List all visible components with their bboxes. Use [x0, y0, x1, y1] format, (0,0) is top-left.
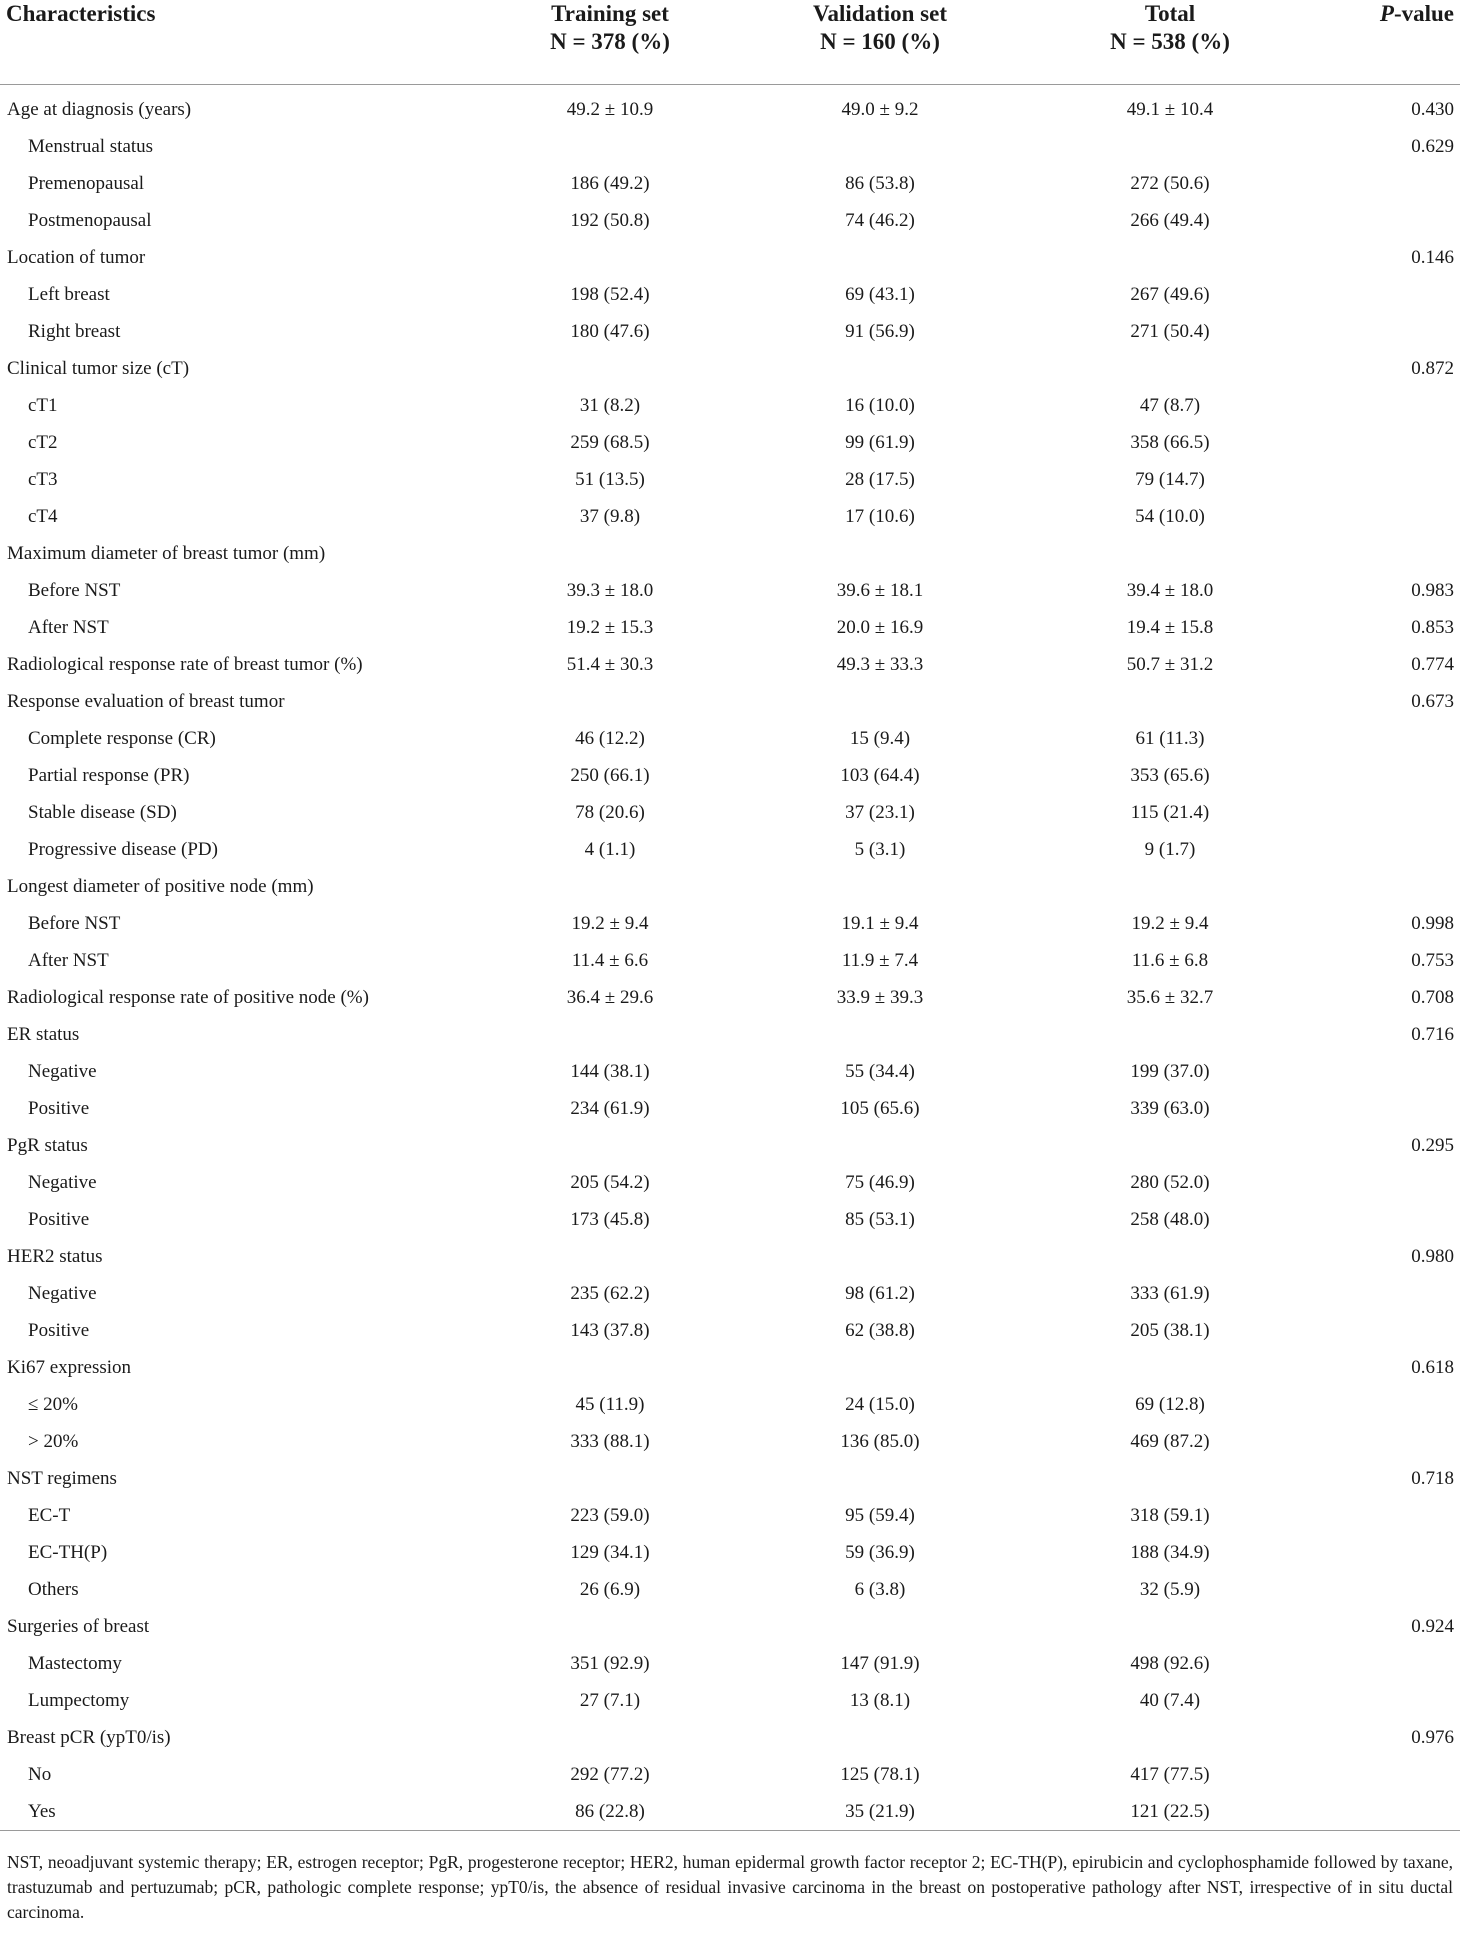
row-label: Ki67 expression — [7, 1357, 132, 1378]
cell-training — [490, 350, 730, 387]
header-validation-n: N = 160 (%) — [820, 29, 940, 54]
row-label: Right breast — [28, 321, 121, 342]
cell-validation: 85 (53.1) — [845, 1209, 915, 1230]
row-label: Before NST — [28, 580, 121, 601]
cell-p-value — [1310, 276, 1460, 313]
table-row — [0, 609, 1460, 646]
cell-p-value — [1310, 1164, 1460, 1201]
row-label: After NST — [28, 617, 109, 638]
cell-total: 271 (50.4) — [1130, 321, 1210, 342]
cell-training: 86 (22.8) — [490, 1793, 730, 1831]
table-row — [0, 313, 1460, 350]
cell-p-value — [1310, 313, 1460, 350]
row-label: Age at diagnosis (years) — [7, 99, 192, 120]
cell-p-value: 0.983 — [1411, 580, 1454, 601]
table-footnote: NST, neoadjuvant systemic therapy; ER, estrogen receptor; PgR, progesterone receptor; HER2, human epidermal growth factor receptor 2; EC-TH(P), epirubicin and cyclophosphamide followed by taxane, trastuzumab and pertuzumab; pCR, pathologic complete response; ypT0/is, the absence of residual invasive carcinoma in the breast on postoperative pathology after NST, irrespective of in situ ductal carcinoma. — [7, 1852, 1453, 1922]
table-row — [0, 350, 1460, 387]
cell-total — [1030, 128, 1310, 165]
cell-total: 47 (8.7) — [1139, 395, 1201, 416]
cell-training: 26 (6.9) — [579, 1579, 641, 1600]
cell-training: 19.2 ± 9.4 — [571, 913, 649, 934]
header-validation-title: Validation set — [813, 1, 947, 26]
cell-validation — [730, 683, 1030, 720]
row-label: Breast pCR (ypT0/is) — [7, 1727, 171, 1748]
header-p-suffix: -value — [1393, 1, 1454, 26]
table-row — [0, 1571, 1460, 1608]
cell-training: 143 (37.8) — [570, 1320, 650, 1341]
row-label: Surgeries of breast — [7, 1616, 150, 1637]
cell-total: 115 (21.4) — [1130, 802, 1210, 823]
cell-p-value — [1310, 165, 1460, 202]
cell-p-value — [1310, 1756, 1460, 1793]
row-label: Menstrual status — [28, 136, 154, 157]
row-label: Positive — [28, 1098, 90, 1119]
table-row — [0, 1682, 1460, 1719]
row-label: EC-T — [28, 1505, 71, 1526]
table-row — [0, 128, 1460, 165]
table-row — [0, 1090, 1460, 1127]
cell-training: 11.4 ± 6.6 — [571, 950, 649, 971]
table-row — [0, 1793, 1460, 1831]
cell-total: 79 (14.7) — [1135, 469, 1205, 490]
table-row — [0, 1349, 1460, 1386]
cell-validation: 69 (43.1) — [845, 284, 915, 305]
cell-validation — [730, 1349, 1030, 1386]
cell-training — [490, 683, 730, 720]
row-label: Premenopausal — [28, 173, 145, 194]
header-training-title: Training set — [551, 1, 669, 26]
cell-validation — [730, 535, 1030, 572]
cell-training: 39.3 ± 18.0 — [566, 580, 654, 601]
cell-validation: 99 (61.9) — [845, 432, 915, 453]
cell-training: 45 (11.9) — [575, 1394, 645, 1415]
row-label: cT1 — [28, 395, 58, 416]
cell-p-value: 0.146 — [1411, 247, 1454, 268]
cell-training — [490, 239, 730, 276]
cell-validation: 37 (23.1) — [845, 802, 915, 823]
cell-validation: 6 (3.8) — [854, 1579, 906, 1600]
cell-total: 417 (77.5) — [1130, 1764, 1210, 1785]
row-label: Lumpectomy — [28, 1690, 130, 1711]
header-validation-set — [730, 0, 1030, 85]
table-row — [0, 535, 1460, 572]
row-label: Maximum diameter of breast tumor (mm) — [7, 543, 326, 564]
table-row — [0, 1238, 1460, 1275]
cell-validation — [730, 350, 1030, 387]
cell-total — [1030, 1349, 1310, 1386]
cell-training — [490, 1127, 730, 1164]
cell-training: 250 (66.1) — [570, 765, 650, 786]
row-label: Negative — [28, 1283, 97, 1304]
row-label: Radiological response rate of breast tumor (%) — [7, 654, 363, 675]
row-label: Before NST — [28, 913, 121, 934]
table-row — [0, 1312, 1460, 1349]
cell-training: 19.2 ± 15.3 — [566, 617, 654, 638]
table-row — [0, 165, 1460, 202]
cell-total — [1030, 239, 1310, 276]
cell-p-value: 0.924 — [1411, 1616, 1454, 1637]
table-body — [0, 85, 1460, 1831]
cell-p-value: 0.295 — [1411, 1135, 1454, 1156]
table-row — [0, 905, 1460, 942]
cell-validation: 19.1 ± 9.4 — [841, 913, 919, 934]
cell-validation — [730, 1127, 1030, 1164]
cell-training — [490, 1460, 730, 1497]
table-row — [0, 498, 1460, 535]
row-label: Longest diameter of positive node (mm) — [7, 876, 314, 897]
cell-total: 469 (87.2) — [1130, 1431, 1210, 1452]
cell-training: 129 (34.1) — [570, 1542, 650, 1563]
row-label: > 20% — [28, 1431, 79, 1452]
row-label: PgR status — [7, 1135, 88, 1156]
table-row — [0, 1756, 1460, 1793]
table-row — [0, 683, 1460, 720]
cell-validation: 49.3 ± 33.3 — [836, 654, 924, 675]
cell-p-value: 0.629 — [1411, 136, 1454, 157]
cell-p-value — [1310, 868, 1460, 905]
cell-training — [490, 535, 730, 572]
cell-total — [1030, 350, 1310, 387]
cell-training: 234 (61.9) — [570, 1098, 650, 1119]
row-label: Location of tumor — [7, 247, 146, 268]
cell-training: 49.2 ± 10.9 — [566, 99, 654, 120]
cell-training: 51.4 ± 30.3 — [566, 654, 654, 675]
cell-p-value: 0.998 — [1411, 913, 1454, 934]
table-row — [0, 794, 1460, 831]
row-label: Complete response (CR) — [28, 728, 216, 749]
cell-p-value: 0.976 — [1411, 1727, 1454, 1748]
cell-validation: 95 (59.4) — [845, 1505, 915, 1526]
cell-p-value: 0.430 — [1411, 99, 1454, 120]
cell-validation: 11.9 ± 7.4 — [841, 950, 919, 971]
table-row — [0, 1386, 1460, 1423]
cell-total: 32 (5.9) — [1139, 1579, 1201, 1600]
header-training-set — [490, 0, 730, 85]
cell-validation — [730, 1238, 1030, 1275]
cell-total — [1030, 683, 1310, 720]
cell-total: 35.6 ± 32.7 — [1126, 987, 1214, 1008]
cell-p-value — [1310, 535, 1460, 572]
row-label: NST regimens — [7, 1468, 117, 1489]
cell-training: 144 (38.1) — [570, 1061, 650, 1082]
row-label: EC-TH(P) — [28, 1542, 108, 1563]
cell-total: 188 (34.9) — [1130, 1542, 1210, 1563]
cell-validation: 91 (56.9) — [845, 321, 915, 342]
row-label: Stable disease (SD) — [28, 802, 177, 823]
cell-p-value — [1310, 424, 1460, 461]
cell-validation: 86 (53.8) — [845, 173, 915, 194]
cell-p-value — [1310, 794, 1460, 831]
cell-p-value — [1310, 1534, 1460, 1571]
table-row — [0, 720, 1460, 757]
cell-training: 223 (59.0) — [570, 1505, 650, 1526]
cell-validation: 59 (36.9) — [845, 1542, 915, 1563]
table-row — [0, 1423, 1460, 1460]
cell-total — [1030, 1460, 1310, 1497]
cell-validation — [730, 1608, 1030, 1645]
cell-p-value — [1310, 1053, 1460, 1090]
cell-training: 333 (88.1) — [570, 1431, 650, 1452]
cell-p-value — [1310, 720, 1460, 757]
cell-total: 339 (63.0) — [1130, 1098, 1210, 1119]
cell-total: 40 (7.4) — [1139, 1690, 1201, 1711]
cell-validation — [730, 1016, 1030, 1053]
table-row — [0, 461, 1460, 498]
cell-validation: 13 (8.1) — [849, 1690, 911, 1711]
row-label: Progressive disease (PD) — [28, 839, 218, 860]
row-label: Partial response (PR) — [28, 765, 190, 786]
cell-validation: 105 (65.6) — [840, 1098, 920, 1119]
table-row — [0, 1201, 1460, 1238]
cell-total — [1030, 1608, 1310, 1645]
cell-validation: 35 (21.9) — [730, 1793, 1030, 1831]
cell-training: 351 (92.9) — [570, 1653, 650, 1674]
row-label: ≤ 20% — [28, 1394, 79, 1415]
cell-validation: 136 (85.0) — [840, 1431, 920, 1452]
table-row — [0, 1460, 1460, 1497]
cell-total — [1030, 535, 1310, 572]
cell-p-value — [1310, 831, 1460, 868]
cell-p-value — [1310, 202, 1460, 239]
table-row — [0, 1127, 1460, 1164]
cell-training: 78 (20.6) — [575, 802, 645, 823]
cell-total: 50.7 ± 31.2 — [1126, 654, 1214, 675]
cell-p-value — [1310, 1201, 1460, 1238]
table-row — [0, 831, 1460, 868]
table-row — [0, 979, 1460, 1016]
cell-p-value — [1310, 1682, 1460, 1719]
cell-training: 186 (49.2) — [570, 173, 650, 194]
cell-p-value — [1310, 757, 1460, 794]
cell-total: 498 (92.6) — [1130, 1653, 1210, 1674]
header-total — [1030, 0, 1310, 85]
table-row — [0, 91, 1460, 128]
row-label: Positive — [28, 1320, 90, 1341]
cell-total: 39.4 ± 18.0 — [1126, 580, 1214, 601]
cell-total: 121 (22.5) — [1030, 1793, 1310, 1831]
cell-total: 318 (59.1) — [1130, 1505, 1210, 1526]
table-row — [0, 757, 1460, 794]
cell-training — [490, 1608, 730, 1645]
row-label: Postmenopausal — [28, 210, 152, 231]
row-label: Negative — [28, 1172, 97, 1193]
cell-validation: 39.6 ± 18.1 — [836, 580, 924, 601]
cell-validation: 17 (10.6) — [845, 506, 915, 527]
row-label: No — [28, 1764, 52, 1785]
cell-validation — [730, 868, 1030, 905]
row-label: Left breast — [28, 284, 110, 305]
cell-p-value — [1310, 1275, 1460, 1312]
cell-training — [490, 1719, 730, 1756]
cell-total: 333 (61.9) — [1130, 1283, 1210, 1304]
row-label: cT2 — [28, 432, 58, 453]
cell-total: 266 (49.4) — [1130, 210, 1210, 231]
cell-validation: 24 (15.0) — [845, 1394, 915, 1415]
table-header — [0, 0, 1460, 85]
table-row — [0, 1645, 1460, 1682]
cell-total: 11.6 ± 6.8 — [1131, 950, 1209, 971]
cell-training: 259 (68.5) — [570, 432, 650, 453]
row-label: Others — [28, 1579, 79, 1600]
cell-training: 292 (77.2) — [570, 1764, 650, 1785]
table-row — [0, 1534, 1460, 1571]
cell-total: 9 (1.7) — [1144, 839, 1196, 860]
cell-validation: 49.0 ± 9.2 — [841, 99, 919, 120]
cell-validation — [730, 1460, 1030, 1497]
cell-p-value: 0.853 — [1411, 617, 1454, 638]
cell-total: 54 (10.0) — [1135, 506, 1205, 527]
cell-p-value — [1310, 1386, 1460, 1423]
cell-total — [1030, 1238, 1310, 1275]
cell-p-value — [1310, 461, 1460, 498]
table-row — [0, 276, 1460, 313]
cell-p-value: 0.716 — [1411, 1024, 1454, 1045]
table-row — [0, 572, 1460, 609]
header-training-n: N = 378 (%) — [550, 29, 670, 54]
cell-p-value — [1310, 1793, 1460, 1831]
table-row — [0, 387, 1460, 424]
cell-total — [1030, 868, 1310, 905]
cell-validation: 33.9 ± 39.3 — [836, 987, 924, 1008]
cell-p-value — [1310, 1090, 1460, 1127]
table-row — [0, 202, 1460, 239]
cell-training — [490, 1349, 730, 1386]
row-label: Yes — [0, 1793, 490, 1831]
row-label: HER2 status — [7, 1246, 103, 1267]
cell-training: 180 (47.6) — [570, 321, 650, 342]
cell-training: 4 (1.1) — [584, 839, 636, 860]
cell-validation: 75 (46.9) — [845, 1172, 915, 1193]
cell-total: 205 (38.1) — [1130, 1320, 1210, 1341]
row-label: Positive — [28, 1209, 90, 1230]
cell-training: 46 (12.2) — [575, 728, 645, 749]
cell-p-value: 0.718 — [1411, 1468, 1454, 1489]
cell-total: 19.4 ± 15.8 — [1126, 617, 1214, 638]
cell-total: 358 (66.5) — [1130, 432, 1210, 453]
row-label: Negative — [28, 1061, 97, 1082]
cell-p-value — [1310, 1312, 1460, 1349]
cell-training: 27 (7.1) — [579, 1690, 641, 1711]
header-characteristics: Characteristics — [0, 0, 490, 85]
table-row — [0, 1608, 1460, 1645]
table-row — [0, 1275, 1460, 1312]
cell-validation: 147 (91.9) — [840, 1653, 920, 1674]
cell-total — [1030, 1127, 1310, 1164]
table-row — [0, 1016, 1460, 1053]
cell-total: 280 (52.0) — [1130, 1172, 1210, 1193]
cell-validation: 55 (34.4) — [845, 1061, 915, 1082]
cell-total — [1030, 1016, 1310, 1053]
row-label: cT4 — [28, 506, 58, 527]
cell-validation: 28 (17.5) — [845, 469, 915, 490]
cell-p-value — [1310, 387, 1460, 424]
cell-validation: 16 (10.0) — [845, 395, 915, 416]
cell-validation: 5 (3.1) — [854, 839, 906, 860]
header-p-value — [1310, 0, 1460, 85]
cell-training — [490, 1238, 730, 1275]
cell-validation: 103 (64.4) — [840, 765, 920, 786]
cell-p-value — [1310, 1645, 1460, 1682]
cell-total: 267 (49.6) — [1130, 284, 1210, 305]
header-p-italic: P — [1379, 1, 1394, 26]
table-row — [0, 942, 1460, 979]
cell-total: 199 (37.0) — [1130, 1061, 1210, 1082]
table-row — [0, 1497, 1460, 1534]
cell-p-value: 0.980 — [1411, 1246, 1454, 1267]
cell-validation: 20.0 ± 16.9 — [836, 617, 924, 638]
cell-total: 258 (48.0) — [1130, 1209, 1210, 1230]
cell-p-value: 0.774 — [1411, 654, 1454, 675]
cell-training: 51 (13.5) — [575, 469, 645, 490]
row-label: Clinical tumor size (cT) — [7, 358, 190, 379]
cell-validation — [730, 128, 1030, 165]
table-row — [0, 1053, 1460, 1090]
cell-p-value — [1310, 1423, 1460, 1460]
cell-training — [490, 868, 730, 905]
cell-validation: 98 (61.2) — [845, 1283, 915, 1304]
cell-validation — [730, 239, 1030, 276]
header-total-n: N = 538 (%) — [1110, 29, 1230, 54]
cell-validation: 62 (38.8) — [845, 1320, 915, 1341]
row-label: ER status — [7, 1024, 80, 1045]
cell-p-value: 0.618 — [1411, 1357, 1454, 1378]
row-label: Mastectomy — [28, 1653, 122, 1674]
cell-training: 198 (52.4) — [570, 284, 650, 305]
cell-training: 37 (9.8) — [579, 506, 641, 527]
cell-p-value — [1310, 1571, 1460, 1608]
header-total-title: Total — [1144, 1, 1196, 26]
cell-total: 19.2 ± 9.4 — [1131, 913, 1209, 934]
cell-p-value: 0.753 — [1411, 950, 1454, 971]
cell-p-value: 0.872 — [1411, 358, 1454, 379]
cell-training: 173 (45.8) — [570, 1209, 650, 1230]
table-row — [0, 424, 1460, 461]
cell-validation: 125 (78.1) — [840, 1764, 920, 1785]
cell-training: 205 (54.2) — [570, 1172, 650, 1193]
cell-training: 31 (8.2) — [579, 395, 641, 416]
cell-total: 61 (11.3) — [1135, 728, 1205, 749]
row-label: After NST — [28, 950, 109, 971]
cell-p-value: 0.673 — [1411, 691, 1454, 712]
cell-total: 353 (65.6) — [1130, 765, 1210, 786]
table-row — [0, 868, 1460, 905]
cell-total — [1030, 1719, 1310, 1756]
cell-training — [490, 1016, 730, 1053]
cell-training: 235 (62.2) — [570, 1283, 650, 1304]
cell-p-value — [1310, 1497, 1460, 1534]
table-row — [0, 646, 1460, 683]
cell-training — [490, 128, 730, 165]
row-label: Radiological response rate of positive node (%) — [7, 987, 369, 1008]
cell-p-value — [1310, 498, 1460, 535]
cell-validation: 74 (46.2) — [845, 210, 915, 231]
cell-validation — [730, 1719, 1030, 1756]
cell-p-value: 0.708 — [1411, 987, 1454, 1008]
row-label: Response evaluation of breast tumor — [7, 691, 285, 712]
cell-training: 36.4 ± 29.6 — [566, 987, 654, 1008]
table-row — [0, 1719, 1460, 1756]
row-label: cT3 — [28, 469, 58, 490]
table-row — [0, 1164, 1460, 1201]
cell-total: 272 (50.6) — [1130, 173, 1210, 194]
table-row — [0, 239, 1460, 276]
cell-total: 49.1 ± 10.4 — [1126, 99, 1214, 120]
cell-validation: 15 (9.4) — [849, 728, 911, 749]
cell-training: 192 (50.8) — [570, 210, 650, 231]
cell-total: 69 (12.8) — [1135, 1394, 1205, 1415]
